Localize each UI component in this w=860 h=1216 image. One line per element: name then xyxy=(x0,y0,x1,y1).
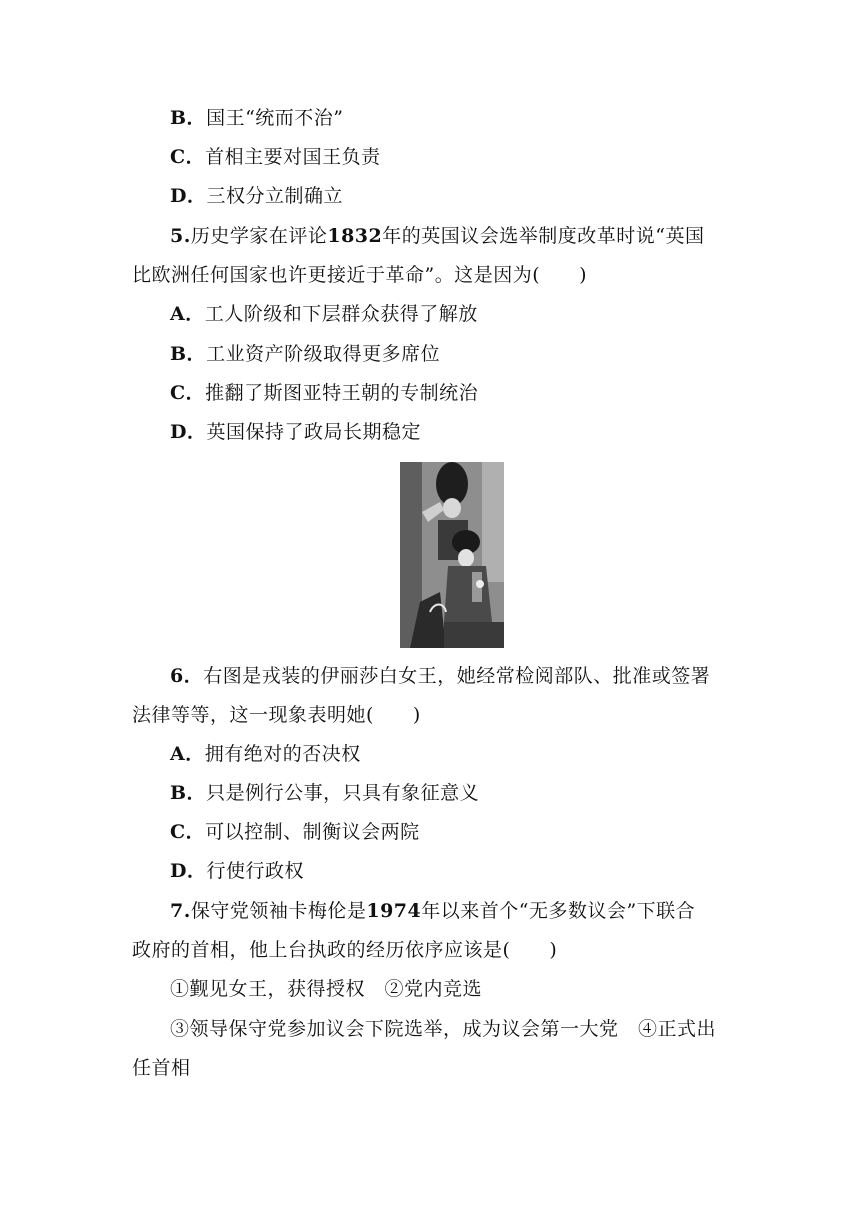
stem-text: ③领导保守党参加议会下院选举，成为议会第一大党 ④正式出 xyxy=(170,1018,717,1040)
q7-stem-line2 xyxy=(132,938,557,962)
q7-item-line4 xyxy=(170,1017,716,1041)
stem-text: 法律等等，这一现象表明她( ) xyxy=(132,704,421,726)
option-text: 工业资产阶级取得更多席位 xyxy=(206,343,441,365)
queen-elizabeth-photo xyxy=(400,462,504,648)
q5-option-b xyxy=(170,342,440,366)
question-number: 6． xyxy=(170,665,204,687)
q6-option-b xyxy=(170,781,479,805)
q5-stem-line2 xyxy=(132,263,587,287)
q6-option-d xyxy=(170,859,304,883)
q6-stem-line1 xyxy=(170,664,710,688)
option-letter: C． xyxy=(170,382,206,404)
q5-stem-line1 xyxy=(170,224,704,248)
option-text: 行使行政权 xyxy=(206,860,304,882)
option-letter: B． xyxy=(170,782,207,804)
stem-text: 历史学家在评论 xyxy=(190,225,328,247)
option-letter: A． xyxy=(170,743,205,765)
stem-text: 右图是戎装的伊丽莎白女王，她经常检阅部队、批准或签署 xyxy=(203,665,711,687)
stem-text: 年以来首个“无多数议会”下联合 xyxy=(421,900,696,922)
option-text: 只是例行公事，只具有象征意义 xyxy=(206,782,480,804)
q7-item-line5 xyxy=(132,1056,191,1080)
q6-option-a xyxy=(170,742,361,766)
question-number: 5. xyxy=(170,225,191,247)
q5-option-a xyxy=(170,302,478,326)
q4-option-b xyxy=(170,106,344,130)
q5-option-d xyxy=(170,420,421,444)
option-text: 可以控制、制衡议会两院 xyxy=(205,821,420,843)
option-letter: C． xyxy=(170,146,206,168)
option-letter: B． xyxy=(170,343,207,365)
stem-text: 比欧洲任何国家也许更接近于革命”。这是因为( ) xyxy=(132,264,588,286)
stem-text: 政府的首相，他上台执政的经历依序应该是( ) xyxy=(132,939,558,961)
option-text: 首相主要对国王负责 xyxy=(205,146,381,168)
question-number: 7. xyxy=(170,900,191,922)
stem-text: ①觐见女王，获得授权 ②党内竞选 xyxy=(170,978,483,1000)
q5-option-c xyxy=(170,381,478,405)
option-text: 三权分立制确立 xyxy=(206,185,343,207)
option-letter: D． xyxy=(170,860,207,882)
option-text: 英国保持了政局长期稳定 xyxy=(206,421,421,443)
option-text: 推翻了斯图亚特王朝的专制统治 xyxy=(205,382,479,404)
stem-text: 年的英国议会选举制度改革时说“英国 xyxy=(382,225,705,247)
q6-option-c xyxy=(170,820,420,844)
option-letter: A． xyxy=(170,303,205,325)
stem-text: 任首相 xyxy=(132,1057,191,1079)
option-letter: D． xyxy=(170,185,207,207)
q6-stem-line2 xyxy=(132,703,421,727)
option-text: 工人阶级和下层群众获得了解放 xyxy=(204,303,478,325)
option-letter: B． xyxy=(170,107,207,129)
q7-stem-line1 xyxy=(170,899,695,923)
option-text: 国王“统而不治” xyxy=(206,107,344,129)
q7-item-line3 xyxy=(170,977,482,1001)
q4-option-c xyxy=(170,145,381,169)
year-text: 1974 xyxy=(366,900,422,922)
option-letter: C． xyxy=(170,821,206,843)
q4-option-d xyxy=(170,184,343,208)
option-letter: D． xyxy=(170,421,207,443)
stem-text: 保守党领袖卡梅伦是 xyxy=(190,900,367,922)
year-text: 1832 xyxy=(327,225,383,247)
option-text: 拥有绝对的否决权 xyxy=(204,743,361,765)
